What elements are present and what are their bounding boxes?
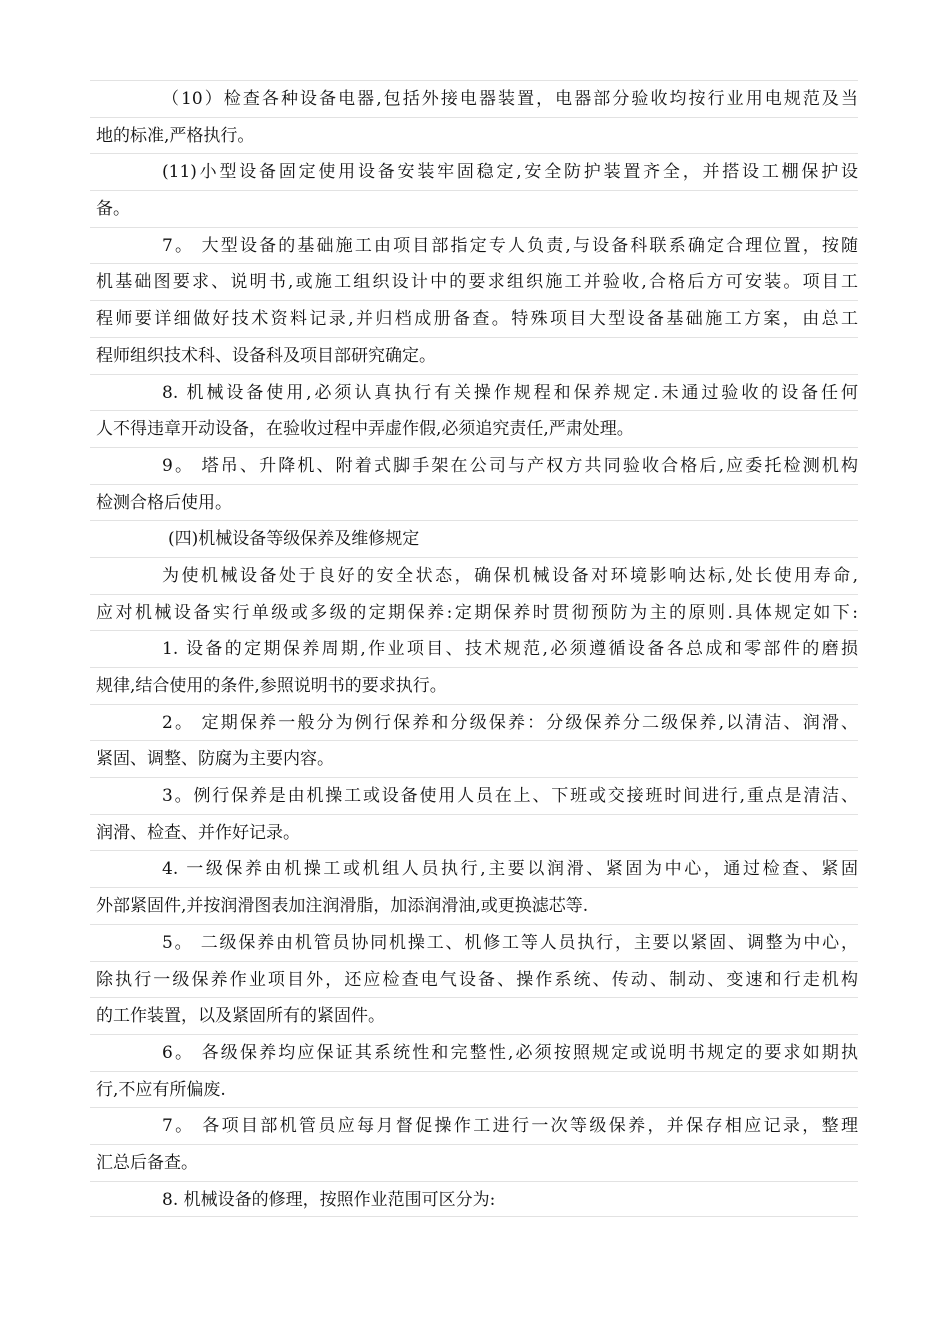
text-line: [90, 997, 858, 1034]
text-line-content: 行,不应有所偏废.: [96, 1079, 226, 1100]
text-line-content: 1. 设备的定期保养周期,作业项目、技术规范,必须遵循设备各总成和零部件的磨损: [162, 639, 858, 660]
text-line-content: (四)机械设备等级保养及维修规定: [168, 529, 420, 550]
text-line: [90, 1144, 858, 1181]
text-line-content: 地的标准,严格执行。: [96, 125, 255, 146]
text-line: [90, 777, 858, 814]
text-line: [90, 263, 858, 300]
text-line: [90, 410, 858, 447]
text-line: [90, 153, 858, 190]
text-line-content: 汇总后备查。: [96, 1152, 198, 1173]
text-line-content: 4. 一级保养由机操工或机组人员执行,主要以润滑、紧固为中心，通过检查、紧固: [162, 859, 858, 880]
text-line-content: 备。: [96, 199, 130, 220]
text-line-content: （10）检查各种设备电器,包括外接电器装置，电器部分验收均按行业用电规范及当: [162, 89, 858, 109]
text-line: [90, 594, 858, 631]
document-page: [90, 80, 858, 1217]
text-line: [90, 1071, 858, 1108]
text-line: [90, 814, 858, 851]
text-line: [90, 924, 858, 961]
text-line-content: (11)小型设备固定使用设备安装牢固稳定,安全防护装置齐全，并搭设工棚保护设: [162, 162, 858, 183]
text-line: [90, 484, 858, 521]
text-line-content: 应对机械设备实行单级或多级的定期保养:定期保养时贯彻预防为主的原则.具体规定如下:: [96, 602, 858, 623]
text-line: [90, 117, 858, 154]
text-line: [90, 704, 858, 741]
text-line: [90, 961, 858, 998]
section-heading: [90, 520, 858, 557]
text-line: [90, 300, 858, 337]
text-line-content: 规律,结合使用的条件,参照说明书的要求执行。: [96, 676, 447, 696]
text-line-content: 程师要详细做好技术资料记录,并归档成册备查。特殊项目大型设备基础施工方案，由总工: [96, 309, 858, 330]
text-line-content: 人不得违章开动设备，在验收过程中弄虚作假,必须追究责任,严肃处理。: [96, 419, 634, 440]
text-line-content: 8. 机械设备使用,必须认真执行有关操作规程和保养规定.未通过验收的设备任何: [162, 382, 858, 403]
text-line: [90, 1181, 858, 1218]
text-line: [90, 1107, 858, 1144]
text-line-content: 紧固、调整、防腐为主要内容。: [96, 749, 334, 770]
text-line: [90, 80, 858, 117]
text-line: [90, 447, 858, 484]
text-line: [90, 630, 858, 667]
text-line-content: 润滑、检查、并作好记录。: [96, 822, 300, 843]
text-line-content: 6。 各级保养均应保证其系统性和完整性,必须按照规定或说明书规定的要求如期执: [162, 1042, 858, 1063]
text-line-content: 2。 定期保养一般分为例行保养和分级保养：分级保养分二级保养,以清洁、润滑、: [162, 712, 858, 733]
text-line: [90, 740, 858, 777]
text-line-content: 机基础图要求、说明书,或施工组织设计中的要求组织施工并验收,合格后方可安装。项目工: [96, 272, 858, 293]
text-line: [90, 557, 858, 594]
text-line-content: 检测合格后使用。: [96, 492, 232, 513]
text-line: [90, 337, 858, 374]
text-line: [90, 374, 858, 411]
text-line: [90, 1034, 858, 1071]
text-line: [90, 227, 858, 264]
text-line-content: 3。例行保养是由机操工或设备使用人员在上、下班或交接班时间进行,重点是清洁、: [162, 786, 858, 807]
text-line-content: 外部紧固件,并按润滑图表加注润滑脂，加添润滑油,或更换滤芯等.: [96, 896, 589, 917]
text-line-content: 为使机械设备处于良好的安全状态，确保机械设备对环境影响达标,处长使用寿命,: [162, 565, 858, 586]
text-line-content: 除执行一级保养作业项目外，还应检查电气设备、操作系统、传动、制动、变速和行走机构: [96, 969, 858, 990]
text-line-content: 的工作装置，以及紧固所有的紧固件。: [96, 1006, 385, 1027]
text-line: [90, 887, 858, 924]
text-line-content: 7。 大型设备的基础施工由项目部指定专人负责,与设备科联系确定合理位置，按随: [162, 235, 858, 256]
text-line: [90, 850, 858, 887]
text-line: [90, 190, 858, 227]
text-line-content: 程师组织技术科、设备科及项目部研究确定。: [96, 345, 436, 366]
text-line-content: 9。 塔吊、升降机、附着式脚手架在公司与产权方共同验收合格后,应委托检测机构: [162, 455, 858, 476]
text-line-content: 5。 二级保养由机管员协同机操工、机修工等人员执行，主要以紧固、调整为中心，: [162, 932, 858, 953]
text-line: [90, 667, 858, 704]
text-line-content: 7。 各项目部机管员应每月督促操作工进行一次等级保养，并保存相应记录，整理: [162, 1116, 858, 1137]
text-line-content: 8. 机械设备的修理，按照作业范围可区分为:: [162, 1189, 496, 1210]
